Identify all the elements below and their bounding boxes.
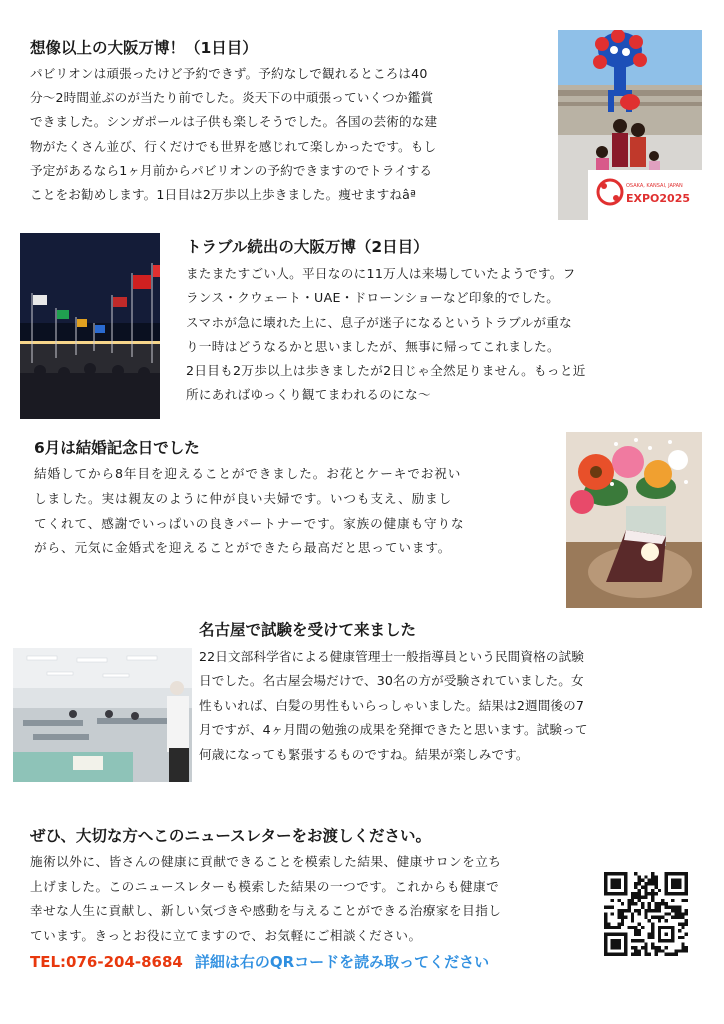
section1-line: 予定があるなら1ヶ月前からパビリオンの予約できますのでトライする xyxy=(30,162,433,178)
section1-line: 物がたくさん並び、行くだけでも世界を感じれて楽しかったです。もし xyxy=(30,138,437,154)
section3-line: がら、元気に金婚式を迎えることができたら最高だと思っています。 xyxy=(34,540,452,556)
section3-line: しました。実は親友のように仲が良い夫婦です。いつも支え、励まし xyxy=(34,490,453,506)
section2-line: り一時はどうなるかと思いましたが、無事に帰ってこれました。 xyxy=(186,338,560,354)
section2-line: スマホが急に壊れた上に、息子が迷子になるというトラブルが重な xyxy=(186,314,573,330)
expo-night-flags-photo xyxy=(20,233,160,419)
qr-code[interactable] xyxy=(604,872,688,956)
section5-line: ています。きっとお役に立てますので、お気軽にご相談ください。 xyxy=(30,927,422,943)
expo-sign-small: OSAKA, KANSAI, JAPAN xyxy=(626,183,683,189)
flowers-and-cake-photo xyxy=(566,432,702,608)
section4-line: 何歳になっても緊張するものですね。結果が楽しみです。 xyxy=(199,746,529,762)
section2-line: 2日目も2万歩以上は歩きましたが2日じゃ全然足りません。もっと近 xyxy=(186,363,586,379)
section4-line: 月ですが、4ヶ月間の勉強の成果を発揮できたと思います。試験って xyxy=(199,722,588,738)
section3-title: 6月は結婚記念日でした xyxy=(34,439,200,457)
section1-line: できました。シンガポールは子供も楽しそうでした。各国の芸術的な建 xyxy=(30,114,438,130)
contact-tel[interactable]: TEL:076-204-8684 xyxy=(30,953,183,971)
section2-title: トラブル続出の大阪万博（2日目） xyxy=(186,238,429,256)
section3-line: 結婚してから8年目を迎えることができました。お花とケーキでお祝い xyxy=(34,466,462,481)
contact-note: 詳細は右のQRコードを読み取ってください xyxy=(194,953,490,971)
expo-sign-large: EXPO2025 xyxy=(626,192,691,205)
contact-line xyxy=(30,951,489,972)
section5-body xyxy=(30,850,501,948)
section1-line: パビリオンは頑張ったけど予約できず。予約なしで観れるところは40 xyxy=(30,66,428,81)
section1-line: 分〜2時間並ぶのが当たり前でした。炎天下の中頑張っていくつか鑑賞 xyxy=(30,90,434,106)
expo-family-photo xyxy=(558,30,702,220)
section2-line: 所にあればゆっくり観てまわれるのにな〜 xyxy=(186,387,431,403)
section4-line: 22日文部科学省による健康管理士一般指導員という民間資格の試験 xyxy=(199,649,584,664)
section4-line: 日でした。名古屋会場だけで、30名の方が受験されていました。女 xyxy=(199,673,584,689)
section5-line: 上げました。このニュースレターも模索した結果の一つです。これからも健康で xyxy=(30,878,500,894)
section4-title: 名古屋で試験を受けて来ました xyxy=(199,621,417,639)
section1-line: ことをお勧めします。1日目は2万歩以上歩きました。痩せますねâª xyxy=(30,187,417,203)
exam-hall-photo xyxy=(13,648,192,782)
section5-line: 幸せな人生に貢献し、新しい気づきや感動を与えることができる治療家を目指し xyxy=(30,903,502,919)
section4-line: 性もいれば、白髪の男性もいらっしゃいました。結果は2週間後の7 xyxy=(199,697,584,713)
section5-line: 施術以外に、皆さんの健康に貢献できることを模索した結果、健康サロンを立ち xyxy=(30,854,502,869)
section2-line: ランス・クウェート・UAE・ドローンショーなど印象的でした。 xyxy=(186,290,560,306)
section2-line: またまたすごい人。平日なのに11万人は来場していたようです。フ xyxy=(186,266,576,281)
section3-body xyxy=(34,462,465,561)
section4-body xyxy=(199,645,588,767)
section5-title: ぜひ、大切な方へこのニュースレターをお渡しください。 xyxy=(30,827,431,845)
section1-body xyxy=(30,62,437,207)
section1-title: 想像以上の大阪万博！（1日目） xyxy=(30,39,258,57)
section3-line: てくれて、感謝でいっぱいの良きパートナーです。家族の健康も守りな xyxy=(34,515,465,531)
section2-body xyxy=(186,262,586,408)
